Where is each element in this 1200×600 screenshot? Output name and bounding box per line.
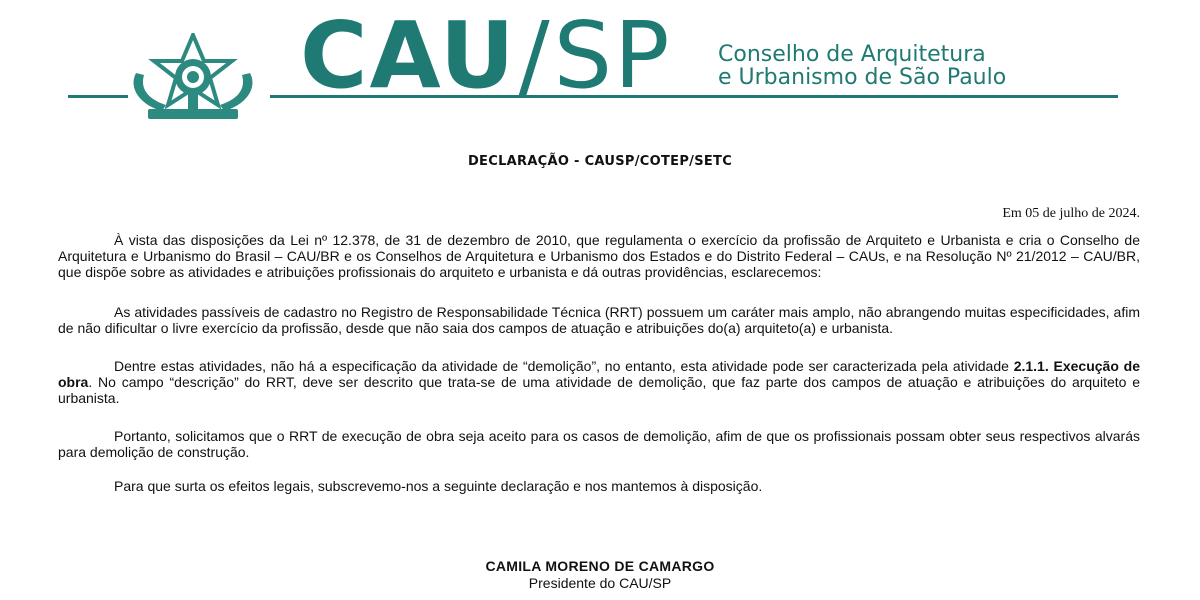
brazil-coat-of-arms-icon [118,33,268,125]
signatory-name: CAMILA MORENO DE CAMARGO [485,558,715,574]
paragraph-demolition [58,358,1140,428]
letterhead [0,0,1200,130]
brand-slash: / [518,2,552,109]
brand-logo [300,2,672,109]
paragraph-closing: Para que surta os efeitos legais, subscrevemo-nos a seguinte declaração e nos mantemos à disposição. [114,478,763,494]
signatory-role: Presidente do CAU/SP [528,575,672,591]
brand-sp: SP [553,2,672,109]
activity-code: 2.1.1. Execução de obra [58,358,1140,390]
council-line-1: Conselho de Arquitetura [718,42,986,67]
paragraph-demolition-end: . No campo “descrição” do RRT, deve ser descrito que trata-se de uma atividade de demolição, que faz parte dos campos de atuação e atribuições do arquiteto e urbanista. [58,374,1140,406]
brand-cau: CAU [300,2,517,109]
paragraph-demolition-start: Dentre estas atividades, não há a especificação da atividade de “demolição”, no entanto, esta atividade pode ser caracterizada pela atividade [114,358,1014,374]
paragraph-rrt-scope: As atividades passíveis de cadastro no Registro de Responsabilidade Técnica (RRT) possuem um caráter mais amplo, não abrangendo muitas especificidades, afim de não dificultar o livre exercício da profissão, desde que não saia dos campos de atuação e atribuições do(a) arquiteto(a) e urbanista. [58,304,1140,336]
paragraph-request: Portanto, solicitamos que o RRT de execução de obra seja aceito para os casos de demolição, afim de que os profissionais possam obter seus respectivos alvarás para demolição de construção. [58,428,1140,460]
council-name [718,43,1006,89]
document-title: DECLARAÇÃO - CAUSP/COTEP/SETC [467,154,733,169]
document-body [58,232,1140,494]
paragraph-legal-basis: À vista das disposições da Lei nº 12.378, de 31 de dezembro de 2010, que regulamenta o exercício da profissão de Arquiteto e Urbanista e cria o Conselho de Arquitetura e Urbanismo do Brasil – CAU/BR e os Conselhos de Arquitetura e Urbanismo dos Estados e do Distrito Federal – CAUs, e na Resolução Nº 21/2012 – CAU/BR, que dispõe sobre as atividades e atribuições profissionais do arquiteto e urbanista e dá outras providências, esclarecemos: [58,232,1140,280]
council-line-2: e Urbanismo de São Paulo [718,65,1007,90]
document-date: Em 05 de julho de 2024. [1002,206,1140,221]
